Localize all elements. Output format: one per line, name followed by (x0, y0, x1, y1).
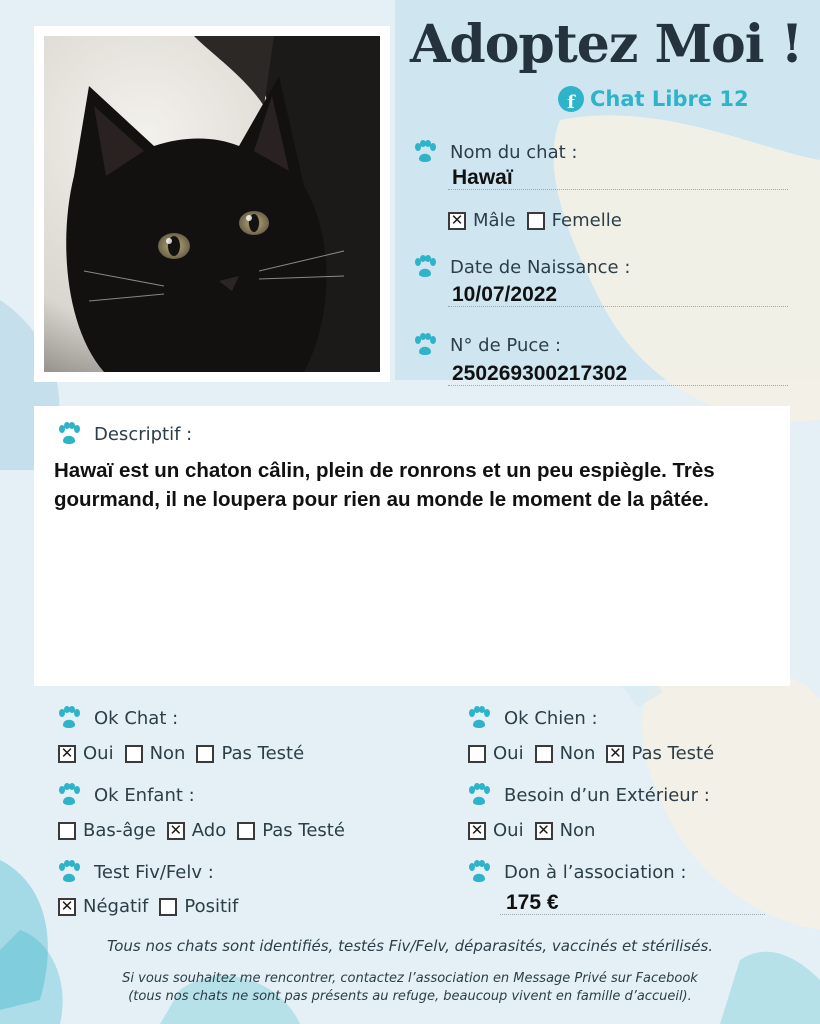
exterieur-options (468, 820, 606, 841)
option-label: Oui (83, 743, 114, 764)
fiv-felv-label-row (56, 860, 214, 884)
ok-enfant-pas-teste[interactable] (237, 820, 345, 841)
checkbox[interactable]: ✕ (535, 822, 553, 840)
checkbox[interactable] (125, 745, 143, 763)
paw-icon (412, 333, 438, 357)
ok-chat-label: Ok Chat : (94, 707, 179, 729)
option-label: Pas Testé (262, 820, 345, 841)
description-box (34, 406, 790, 686)
don-field (500, 893, 765, 915)
option-label: Pas Testé (221, 743, 305, 764)
description-text: Hawaï est un chaton câlin, plein de ronrons et un peu espiègle. Très gourmand, il ne loupera pour rien au monde le moment de la pâtée. (54, 459, 715, 511)
exterieur-label: Besoin d’un Extérieur : (504, 784, 710, 806)
ok-chat-pas-teste[interactable] (196, 743, 304, 764)
exterieur-label-row (466, 783, 710, 807)
checkbox[interactable]: ✕ (448, 212, 466, 230)
ok-chien-label-row (466, 706, 598, 730)
paw-icon (466, 706, 492, 730)
footer-contact-line: (tous nos chats ne sont pas présents au refuge, beaucoup vivent en famille d’accueil). (128, 989, 692, 1004)
name-label: Nom du chat : (450, 141, 578, 163)
checkbox[interactable]: ✕ (58, 898, 76, 916)
chip-label-row (412, 333, 561, 357)
paw-icon (412, 140, 438, 164)
birth-label-row (412, 255, 630, 279)
option-label: Pas Testé (631, 743, 715, 764)
page-title: Adoptez Moi ! (410, 14, 803, 75)
option-label: Négatif (83, 896, 149, 917)
option-label: Oui (493, 743, 524, 764)
don-label-row (466, 860, 686, 884)
name-value: Hawaï (452, 166, 513, 189)
photo-frame (34, 26, 390, 382)
cat-photo (44, 36, 380, 372)
ok-enfant-ado[interactable] (167, 820, 226, 841)
checkbox[interactable]: ✕ (58, 745, 76, 763)
footer-contact-line: Si vous souhaitez me rencontrer, contactez l’association en Message Privé sur Facebook (122, 971, 698, 986)
paw-icon (466, 783, 492, 807)
footer-note: Tous nos chats sont identifiés, testés Fiv/Felv, déparasités, vaccinés et stérilisés. (106, 937, 714, 955)
facebook-icon: f (558, 86, 584, 112)
name-label-row (412, 140, 577, 164)
paw-icon (56, 860, 82, 884)
description-label: Descriptif : (94, 423, 193, 445)
option-label: Non (149, 743, 186, 764)
fiv-felv-label: Test Fiv/Felv : (94, 861, 214, 883)
birth-field (448, 283, 788, 307)
checkbox[interactable] (527, 212, 545, 230)
checkbox[interactable] (196, 745, 214, 763)
option-label: Ado (191, 820, 227, 841)
birth-label: Date de Naissance : (450, 256, 631, 278)
don-value: 175 € (506, 891, 559, 914)
name-field (448, 166, 788, 190)
paw-icon (466, 860, 492, 884)
exterieur-non[interactable] (535, 820, 596, 841)
ok-chat-options (58, 743, 315, 764)
fiv-felv-positif[interactable] (159, 896, 238, 917)
checkbox[interactable]: ✕ (167, 822, 185, 840)
fiv-felv-options (58, 896, 249, 917)
option-label: Oui (493, 820, 524, 841)
checkbox[interactable] (535, 745, 553, 763)
option-label: Positif (184, 896, 239, 917)
fiv-felv-negatif[interactable] (58, 896, 148, 917)
option-label: Femelle (551, 210, 622, 231)
ok-chien-options (468, 743, 725, 764)
ok-chat-label-row (56, 706, 178, 730)
paw-icon (56, 706, 82, 730)
ok-enfant-bas-age[interactable] (58, 820, 156, 841)
option-label: Non (559, 743, 596, 764)
ok-chat-oui[interactable] (58, 743, 114, 764)
option-label: Mâle (473, 210, 516, 231)
don-label: Don à l’association : (504, 861, 687, 883)
ok-enfant-label: Ok Enfant : (94, 784, 195, 806)
facebook-link[interactable] (558, 84, 749, 114)
checkbox[interactable]: ✕ (606, 745, 624, 763)
ok-enfant-options (58, 820, 356, 841)
sex-male-option[interactable] (448, 210, 516, 231)
chip-value: 250269300217302 (452, 362, 628, 385)
sex-female-option[interactable] (527, 210, 622, 231)
birth-value: 10/07/2022 (452, 283, 558, 306)
checkbox[interactable] (237, 822, 255, 840)
ok-chien-non[interactable] (535, 743, 596, 764)
ok-chat-non[interactable] (125, 743, 186, 764)
chip-label: N° de Puce : (450, 334, 562, 356)
facebook-label: Chat Libre 12 (590, 87, 749, 111)
ok-enfant-label-row (56, 783, 195, 807)
paw-icon (56, 783, 82, 807)
option-label: Non (559, 820, 596, 841)
ok-chien-label: Ok Chien : (504, 707, 598, 729)
checkbox[interactable] (159, 898, 177, 916)
exterieur-oui[interactable] (468, 820, 524, 841)
paw-icon (412, 255, 438, 279)
chip-field (448, 362, 788, 386)
sex-options (448, 210, 633, 231)
checkbox[interactable]: ✕ (468, 822, 486, 840)
footer-contact (0, 970, 820, 1006)
ok-chien-pas-teste[interactable] (606, 743, 714, 764)
checkbox[interactable] (468, 745, 486, 763)
description-label-row (56, 422, 192, 446)
checkbox[interactable] (58, 822, 76, 840)
ok-chien-oui[interactable] (468, 743, 524, 764)
option-label: Bas-âge (83, 820, 156, 841)
paw-icon (56, 422, 82, 446)
